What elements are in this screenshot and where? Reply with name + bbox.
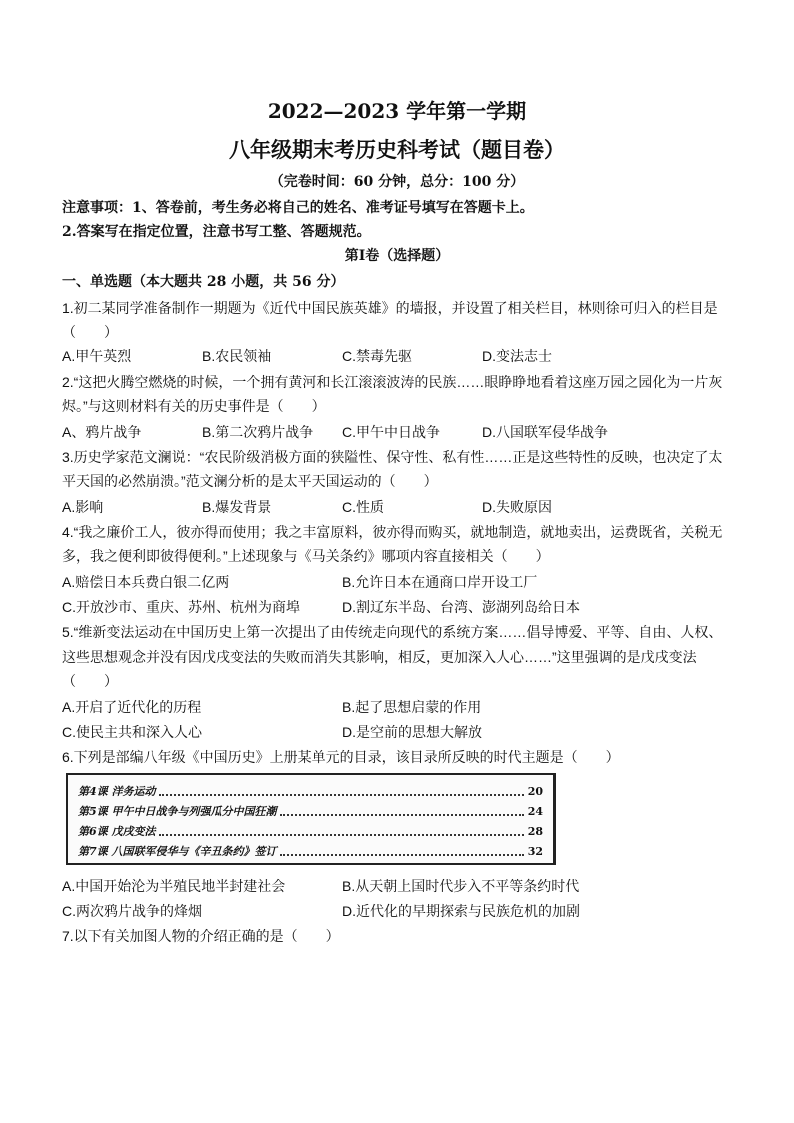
toc-title: 第4课 洋务运动 (78, 785, 156, 798)
toc-row (78, 821, 543, 841)
q3-option-c[interactable]: C.性质 (342, 499, 384, 515)
q3-option-b[interactable]: B.爆发背景 (202, 499, 272, 515)
q5-option-d[interactable]: D.是空前的思想大解放 (342, 724, 482, 740)
q5-option-b[interactable]: B.起了思想启蒙的作用 (342, 699, 482, 715)
q6-option-c[interactable]: C.两次鸦片战争的烽烟 (62, 903, 202, 919)
toc-row (78, 841, 543, 861)
toc-page: 20 (527, 784, 543, 798)
question-5-text: 5.“维新变法运动在中国历史上第一次提出了由传统走向现代的系统方案……倡导博爱、平等、自由、人权、 (62, 624, 723, 640)
part-title: 一、单选题（本大题共 28 小题，共 56 分） (62, 274, 345, 290)
notes-line-2: 2.答案写在指定位置，注意书写工整、答题规范。 (62, 224, 371, 240)
toc-title: 第5课 甲午中日战争与列强瓜分中国狂潮 (78, 805, 277, 818)
toc-title: 第7课 八国联军侵华与《辛丑条约》签订 (78, 845, 277, 858)
q2-option-c[interactable]: C.甲午中日战争 (342, 424, 440, 440)
toc-leader (159, 794, 523, 796)
q6-option-d[interactable]: D.近代化的早期探索与民族危机的加剧 (342, 903, 580, 919)
q2-option-d[interactable]: D.八国联军侵华战争 (482, 424, 608, 440)
q4-option-d[interactable]: D.割辽东半岛、台湾、澎湖列岛给日本 (342, 599, 580, 615)
toc-page: 24 (527, 804, 543, 818)
q2-option-a[interactable]: A、鸦片战争 (62, 424, 142, 440)
question-4-text: 4.“我之廉价工人，彼亦得而使用；我之丰富原料，彼亦得而购买，就地制造，就地卖出，运费既省，关税无 (62, 524, 723, 540)
toc-leader (159, 834, 523, 836)
question-3-text-cont: 平天国的必然崩溃。”范文澜分析的是太平天国运动的（ ） (62, 473, 438, 489)
question-6-text: 6.下列是部编八年级《中国历史》上册某单元的目录，该目录所反映的时代主题是（ ） (62, 749, 620, 765)
volume-title: 第Ⅰ卷（选择题） (344, 248, 450, 264)
q5-option-c[interactable]: C.使民主共和深入人心 (62, 724, 202, 740)
q2-option-b[interactable]: B.第二次鸦片战争 (202, 424, 314, 440)
q1-option-a[interactable]: A.甲午英烈 (62, 348, 132, 364)
question-5-blank: （ ） (62, 673, 118, 689)
q1-option-b[interactable]: B.农民领袖 (202, 348, 272, 364)
year-title: 2022—2023 学年第一学期 (267, 99, 527, 123)
question-1-text: 1.初二某同学准备制作一期题为《近代中国民族英雄》的墙报，并设置了相关栏目，林则徐可归入的栏目是 (62, 300, 718, 316)
table-of-contents-image (66, 773, 556, 865)
q5-option-a[interactable]: A.开启了近代化的历程 (62, 699, 202, 715)
question-4-text-cont: 多，我之便利即彼得便利。”上述现象与《马关条约》哪项内容直接相关（ ） (62, 548, 550, 564)
toc-page: 28 (527, 824, 543, 838)
q6-option-b[interactable]: B.从天朝上国时代步入不平等条约时代 (342, 878, 580, 894)
toc-title: 第6课 戊戌变法 (78, 825, 156, 838)
toc-row (78, 781, 543, 801)
question-3-text: 3.历史学家范文澜说：“农民阶级消极方面的狭隘性、保守性、私有性……正是这些特性的反映，也决定了太 (62, 449, 723, 465)
toc-page: 32 (527, 844, 543, 858)
q1-option-c[interactable]: C.禁毒先驱 (342, 348, 412, 364)
toc-row (78, 801, 543, 821)
q6-option-a[interactable]: A.中国开始沦为半殖民地半封建社会 (62, 878, 286, 894)
question-5-text-cont: 这些思想观念并没有因戊戌变法的失败而消失其影响，相反，更加深入人心……”这里强调的是戊戌变法 (62, 649, 697, 665)
exam-info: （完卷时间：60 分钟，总分：100 分） (269, 174, 525, 190)
question-1-blank: （ ） (62, 324, 118, 340)
question-7-text: 7.以下有关加图人物的介绍正确的是（ ） (62, 928, 340, 944)
q4-option-c[interactable]: C.开放沙市、重庆、苏州、杭州为商埠 (62, 599, 300, 615)
toc-leader (280, 854, 523, 856)
notes-line-1: 注意事项：1、答卷前，考生务必将自己的姓名、准考证号填写在答题卡上。 (62, 200, 534, 216)
q3-option-a[interactable]: A.影响 (62, 499, 104, 515)
question-2-text-cont: 烬。”与这则材料有关的历史事件是（ ） (62, 398, 326, 414)
exam-title: 八年级期末考历史科考试（题目卷） (229, 137, 565, 162)
q3-option-d[interactable]: D.失败原因 (482, 499, 552, 515)
q4-option-a[interactable]: A.赔偿日本兵费白银二亿两 (62, 574, 230, 590)
question-2-text: 2.“这把火腾空燃烧的时候，一个拥有黄河和长江滚滚波涛的民族……眼睁睁地看着这座万园之园化为一片灰 (62, 374, 723, 390)
q1-option-d[interactable]: D.变法志士 (482, 348, 552, 364)
q4-option-b[interactable]: B.允许日本在通商口岸开设工厂 (342, 574, 538, 590)
toc-leader (280, 814, 523, 816)
